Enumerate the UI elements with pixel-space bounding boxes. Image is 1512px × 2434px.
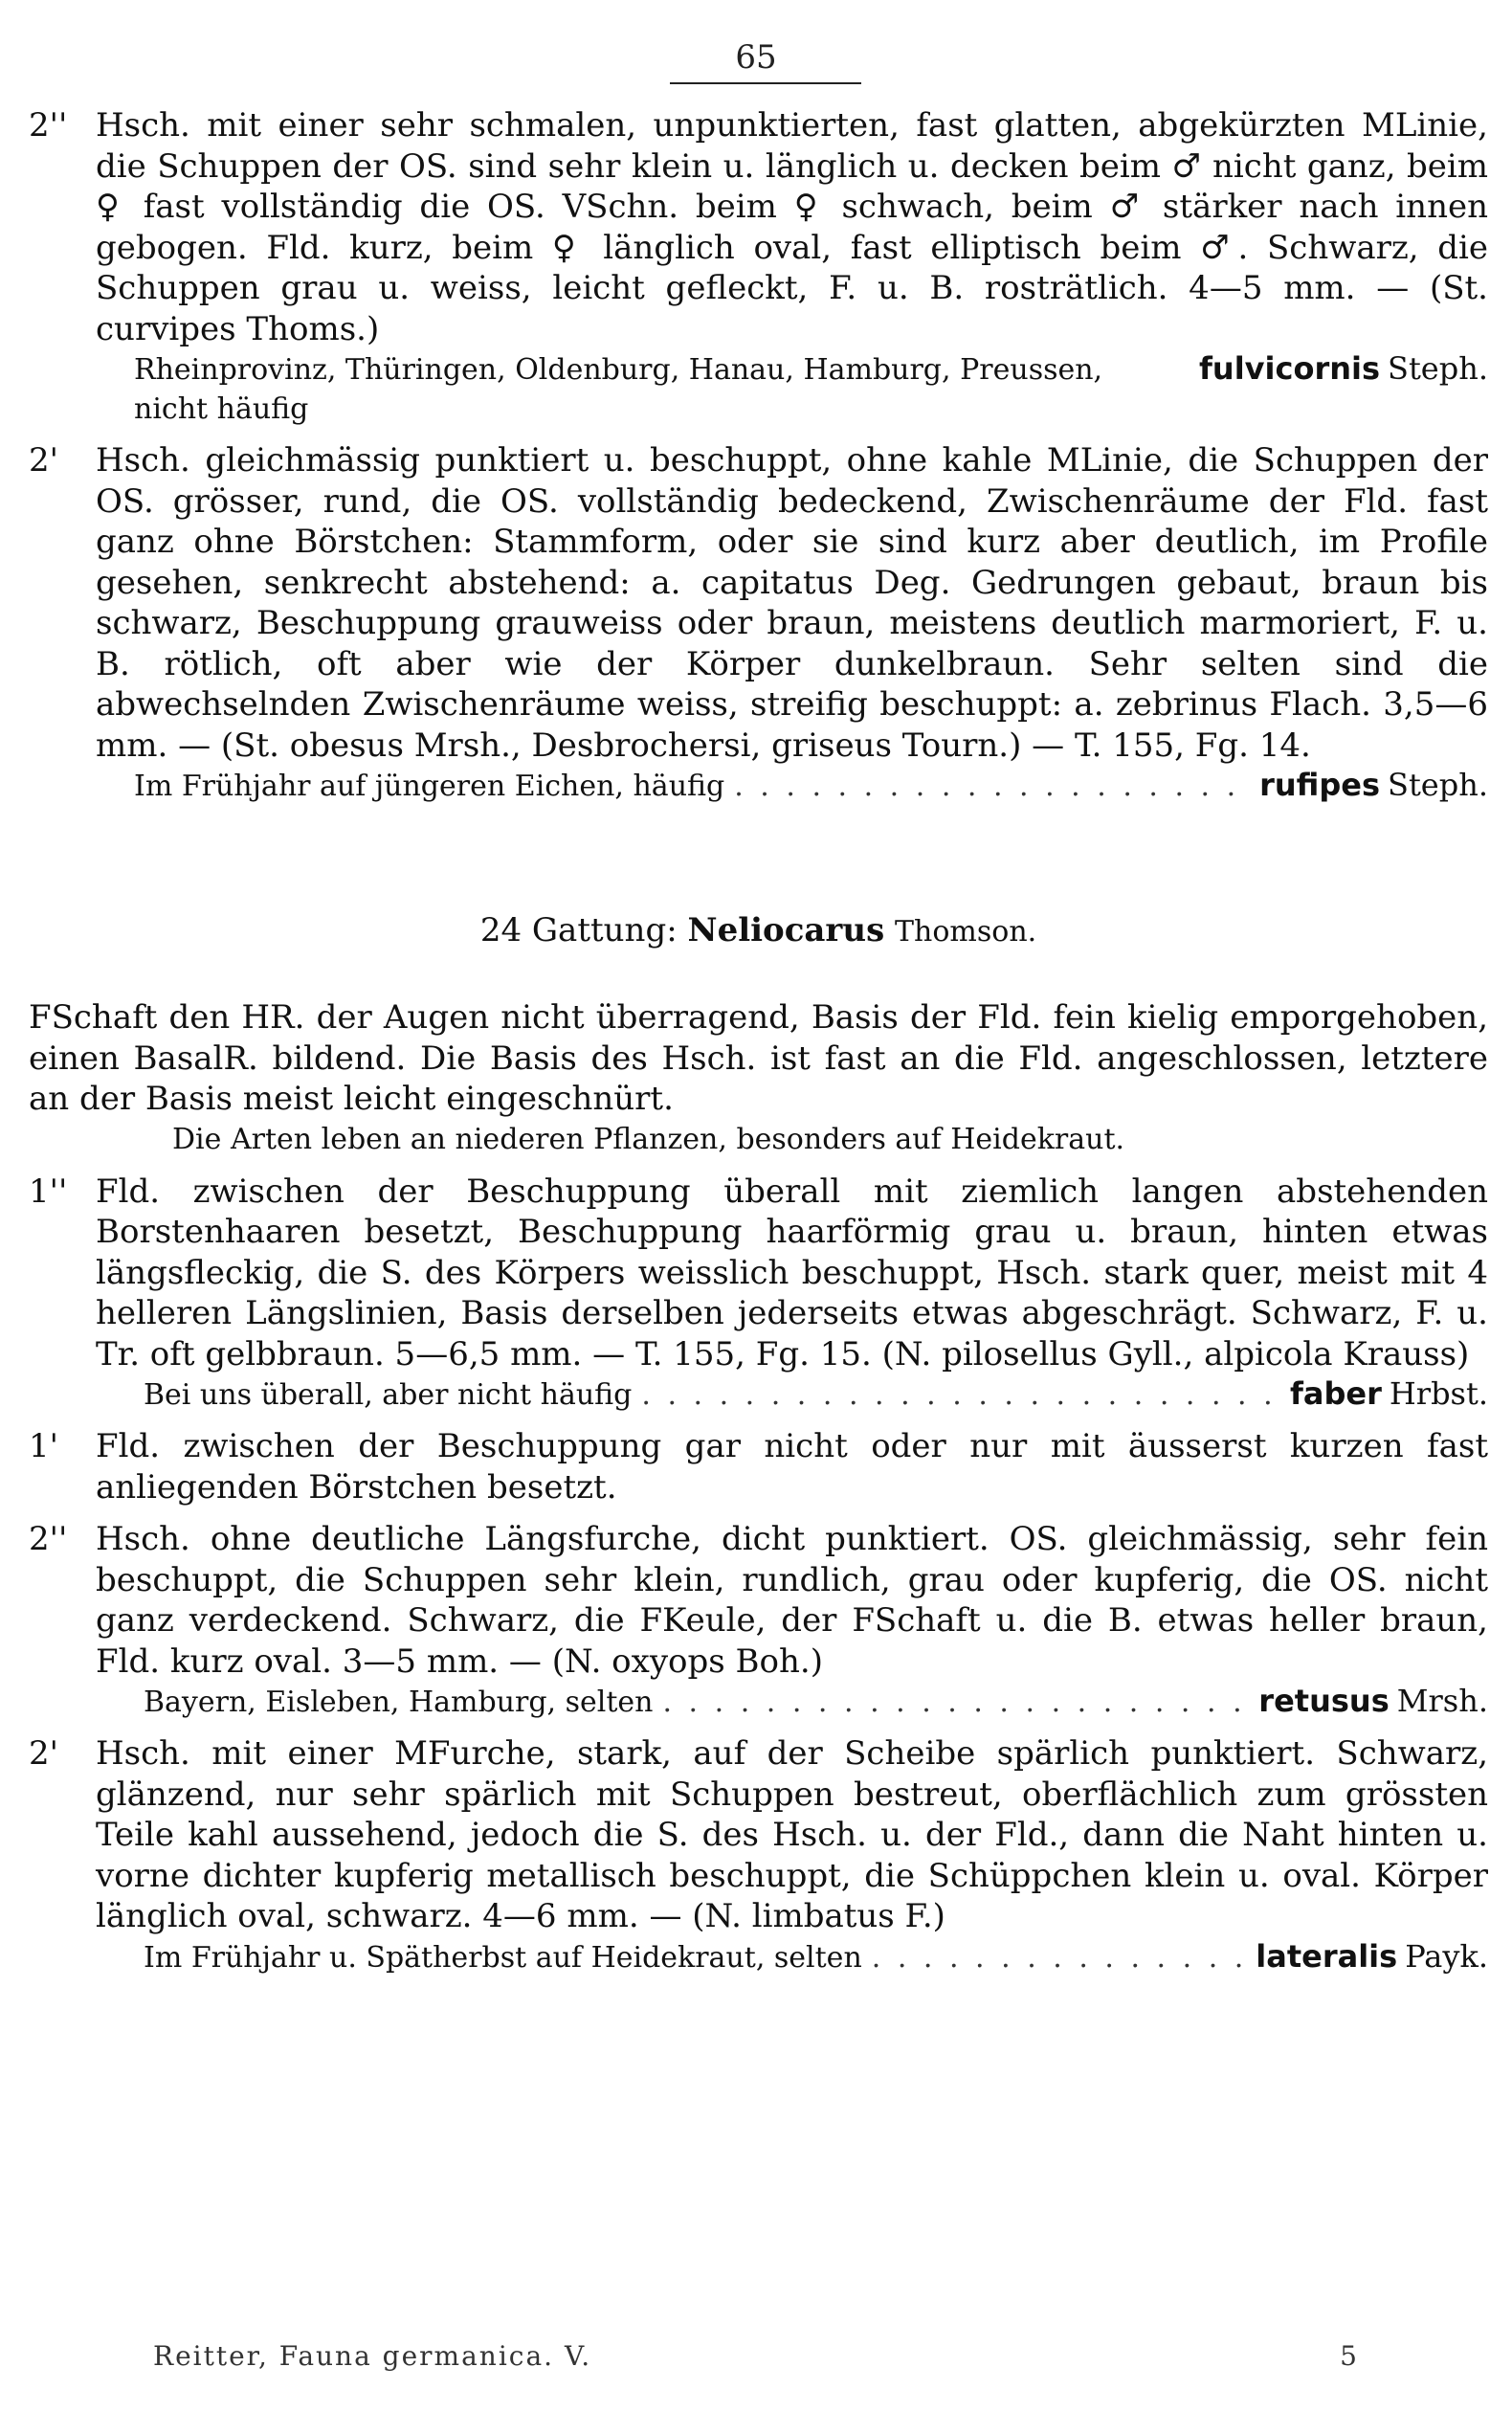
genus-number: 24 [479, 911, 523, 949]
entry-text: Hsch. mit einer MFurche, stark, auf der Scheibe spärlich punktiert. Schwarz, glänzend, nur sehr spärlich mit Schuppen bestreut, oberflächlich zum grössten Teile kahl aussehend, jedoch die S. des Hsch. u. der Fld., dann die Naht hinten u. vorne dichter kupferig metallisch beschuppt, die Schüppchen klein u. oval. Körper länglich oval, schwarz. 4—6 mm. — (N. limbatus F.) [96, 1734, 1488, 1935]
species-author: Steph. [1388, 767, 1488, 803]
species-author: Steph. [1388, 350, 1488, 387]
locality-line [29, 349, 1488, 429]
key-entry [29, 1426, 1488, 1507]
species-author: Hrbst. [1389, 1375, 1488, 1412]
species-author: Mrsh. [1396, 1683, 1488, 1719]
locality-line [29, 766, 1488, 806]
genus-name: Neliocarus [687, 911, 885, 949]
entry-key: 2' [29, 1734, 58, 1773]
entry-text: Hsch. mit einer sehr schmalen, unpunktierten, fast glatten, abgekürzten MLinie, die Schuppen der OS. sind sehr klein u. länglich u. decken beim ♂ nicht ganz, beim ♀ fast vollständig die OS. VSchn. beim ♀ schwach, beim ♂ stärker nach innen gebogen. Fld. kurz, beim ♀ länglich oval, fast elliptisch beim ♂. Schwarz, die Schuppen grau u. weiss, leicht gefleckt, F. u. B. rosträtlich. 4—5 mm. — (St. curvipes Thoms.) [96, 106, 1488, 348]
spacer [29, 1507, 1488, 1519]
leader-dots [872, 1938, 1247, 1977]
locality-text: Bei uns überall, aber nicht häufig [144, 1378, 633, 1412]
key-entry [29, 1172, 1488, 1375]
species-author: Payk. [1405, 1937, 1488, 1975]
key-entry [29, 440, 1488, 766]
entry-text: Hsch. gleichmässig punktiert u. beschuppt, ohne kahle MLinie, die Schuppen der OS. grösser, rund, die OS. vollständig bedeckend, Zwischenräume der Fld. fast ganz ohne Börstchen: Stammform, oder sie sind kurz aber deutlich, im Profile gesehen, senkrecht abstehend: a. capitatus Deg. Gedrungen gebaut, braun bis schwarz, Beschuppung grauweiss oder braun, meistens deutlich marmoriert, F. u. B. rötlich, oft aber wie der Körper dunkelbraun. Sehr selten sind die abwechselnden Zwischenräume weiss, streifig beschuppt: a. zebrinus Flach. 3,5—6 mm. — (St. obesus Mrsh., Desbrochersi, griseus Tourn.) — T. 155, Fg. 14. [96, 441, 1488, 765]
spacer [29, 1722, 1488, 1733]
key-entry [29, 1733, 1488, 1937]
species-name: faber [1289, 1375, 1382, 1412]
entry-key: 1' [29, 1427, 58, 1465]
genus-description: FSchaft den HR. der Augen nicht überragend, Basis der Fld. fein kielig emporgehoben, einen BasalR. bildend. Die Basis des Hsch. ist fast an die Fld. angeschlossen, letztere an der Basis meist leicht eingeschnürt. [29, 998, 1488, 1118]
footer-signature: 5 [1340, 2340, 1359, 2372]
leader-dots [734, 767, 1250, 806]
locality-text: Bayern, Eisleben, Hamburg, selten [144, 1686, 654, 1719]
spacer [29, 429, 1488, 440]
species-name: retusus [1258, 1683, 1390, 1719]
genus-label: Gattung: [531, 911, 678, 949]
page-body [29, 105, 1488, 1977]
species-name: lateralis [1256, 1937, 1398, 1975]
entry-text: Fld. zwischen der Beschuppung gar nicht oder nur mit äusserst kurzen fast anliegenden Börstchen besetzt. [96, 1427, 1488, 1507]
locality-line [29, 1374, 1488, 1415]
locality-line [29, 1682, 1488, 1722]
leader-dots [641, 1375, 1280, 1415]
entry-key: 2'' [29, 1520, 68, 1558]
page-number: 65 [735, 38, 777, 77]
locality-text: Im Frühjahr u. Spätherbst auf Heidekraut, selten [144, 1940, 862, 1975]
leader-dots [662, 1683, 1249, 1722]
genus-heading [29, 911, 1488, 949]
locality-text: Im Frühjahr auf jüngeren Eichen, häufig [134, 770, 725, 803]
entry-key: 2'' [29, 106, 68, 145]
footer-source: Reitter, Fauna germanica. V. [153, 2340, 592, 2372]
key-entry [29, 105, 1488, 349]
entry-text: Hsch. ohne deutliche Längsfurche, dicht punktiert. OS. gleichmässig, sehr fein beschuppt, die Schuppen sehr klein, rundlich, grau oder kupferig, die OS. nicht ganz verdeckend. Schwarz, die FKeule, der FSchaft u. die B. etwas heller braun, Fld. kurz oval. 3—5 mm. — (N. oxyops Boh.) [96, 1520, 1488, 1681]
entry-key: 2' [29, 441, 58, 480]
species-name: fulvicornis [1198, 350, 1381, 387]
spacer [29, 1415, 1488, 1426]
entry-text: Fld. zwischen der Beschuppung überall mit ziemlich langen abstehenden Borstenhaaren besetzt, Beschuppung haarförmig grau u. braun, hinten etwas längsfleckig, die S. des Körpers weisslich beschuppt, Hsch. stark quer, meist mit 4 helleren Längslinien, Basis derselben jederseits etwas abgeschrägt. Schwarz, F. u. Tr. oft gelbbraun. 5—6,5 mm. — T. 155, Fg. 15. (N. pilosellus Gyll., alpicola Krauss) [96, 1172, 1488, 1373]
locality-line [29, 1937, 1488, 1977]
genus-author: Thomson. [895, 915, 1037, 949]
key-entry [29, 1519, 1488, 1682]
species-name: rufipes [1259, 767, 1381, 803]
entry-key: 1'' [29, 1172, 68, 1211]
genus-note: Die Arten leben an niederen Pflanzen, besonders auf Heidekraut. [172, 1122, 1125, 1156]
header-rule [670, 82, 861, 84]
spacer [29, 1160, 1488, 1172]
locality-text: Rheinprovinz, Thüringen, Oldenburg, Hanau, Hamburg, Preussen, nicht häufig [134, 353, 1103, 426]
page-footer [153, 2340, 1359, 2372]
